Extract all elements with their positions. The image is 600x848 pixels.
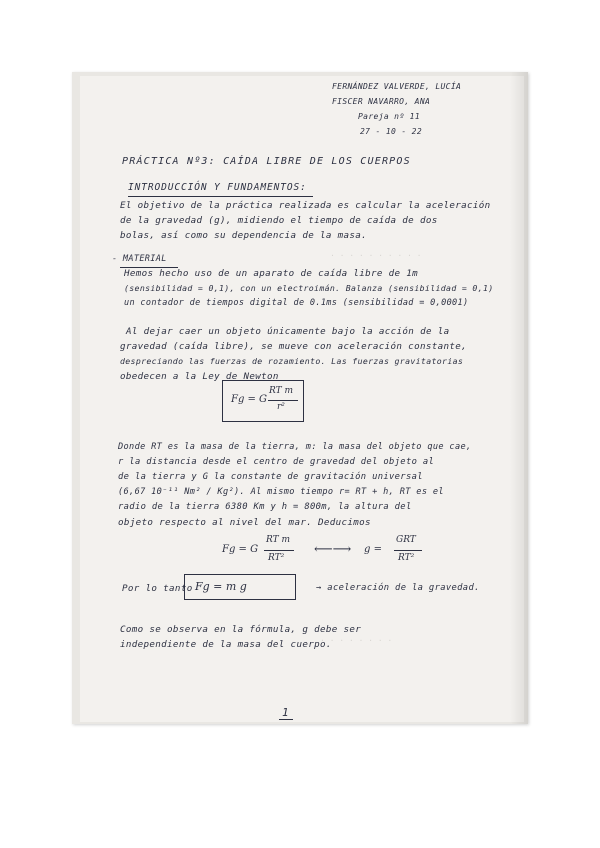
author-2: FISCER NAVARRO, ANA [332, 97, 431, 106]
text-line: Hemos hecho uso de un aparato de caída libre de 1m [124, 268, 419, 279]
group-number: Pareja nº 11 [358, 112, 420, 121]
bleed-through: · · · · · · · · [320, 636, 393, 645]
text-line: Donde RT es la masa de la tierra, m: la masa del objeto que cae, [118, 442, 472, 452]
fraction-bar [264, 550, 294, 551]
text-line: independiente de la masa del cuerpo. [120, 639, 332, 650]
section-heading-material: - MATERIAL [112, 254, 167, 264]
scanned-page [72, 72, 528, 724]
text-line: de la gravedad (g), midiendo el tiempo de caída de dos [120, 215, 438, 226]
text-line: radio de la tierra 6380 Km y h = 800m, la altura del [118, 502, 412, 512]
text-line: un contador de tiempos digital de 0.1ms (sensibilidad = 0,0001) [124, 298, 469, 308]
formula-rhs-denominator: RT² [398, 553, 415, 563]
formula-denominator: RT² [268, 553, 285, 563]
page-number-underline [279, 719, 293, 720]
page-edge-shadow [510, 72, 528, 724]
formula-numerator: RT m [269, 386, 294, 396]
text-line: (6,67 10⁻¹¹ Nm² / Kg²). Al mismo tiempo r= RT + h, RT es el [118, 487, 444, 497]
text-line: objeto respecto al nivel del mar. Deducimos [118, 517, 371, 528]
formula-denominator: r² [277, 402, 285, 412]
formula-coef: G [259, 394, 267, 405]
text-prefix: Por lo tanto [122, 583, 193, 594]
text-line: (sensibilidad = 0,1), con un electroimán. Balanza (sensibilidad = 0,1) [124, 283, 494, 293]
text-suffix: → aceleración de la gravedad. [316, 583, 480, 593]
fraction-bar [268, 400, 298, 401]
formula-rhs-numerator: GRT [396, 535, 416, 545]
page-title: PRÁCTICA Nº3: CAÍDA LIBRE DE LOS CUERPOS [122, 156, 411, 167]
text-line: Al dejar caer un objeto únicamente bajo la acción de la [126, 326, 450, 337]
text-line: despreciando las fuerzas de rozamiento. Las fuerzas gravitatorias [120, 356, 464, 366]
formula-lhs: Fg = G [222, 544, 259, 555]
text-line: Como se observa en la fórmula, g debe ser [120, 624, 362, 635]
text-line: El objetivo de la práctica realizada es calcular la aceleración [120, 200, 491, 211]
text-line: de la tierra y G la constante de gravitación universal [118, 472, 423, 482]
bleed-through: · · · · · · · · · · [330, 251, 422, 260]
formula-result-box [184, 574, 296, 600]
text-line: obedecen a la Ley de Newton [120, 371, 279, 382]
formula-lhs: Fg = [231, 394, 256, 405]
text-line: r la distancia desde el centro de gravedad del objeto al [118, 457, 435, 467]
page-number: 1 [282, 706, 289, 719]
formula-result: Fg = m g [195, 580, 247, 593]
notebook-sheet [80, 76, 524, 722]
double-arrow-icon: ⟵⟶ [314, 542, 352, 557]
formula-rhs: g = [364, 544, 382, 555]
text-line: gravedad (caída libre), se mueve con aceleración constante, [120, 341, 467, 352]
formula-numerator: RT m [266, 535, 291, 545]
fraction-bar [394, 550, 422, 551]
date: 27 - 10 - 22 [360, 127, 422, 136]
section-heading-intro: INTRODUCCIÓN Y FUNDAMENTOS: [128, 182, 307, 193]
text-line: bolas, así como su dependencia de la masa. [120, 230, 368, 241]
heading-underline [128, 196, 313, 197]
author-1: FERNÁNDEZ VALVERDE, LUCÍA [332, 82, 462, 91]
formula-newton-box [222, 380, 304, 422]
